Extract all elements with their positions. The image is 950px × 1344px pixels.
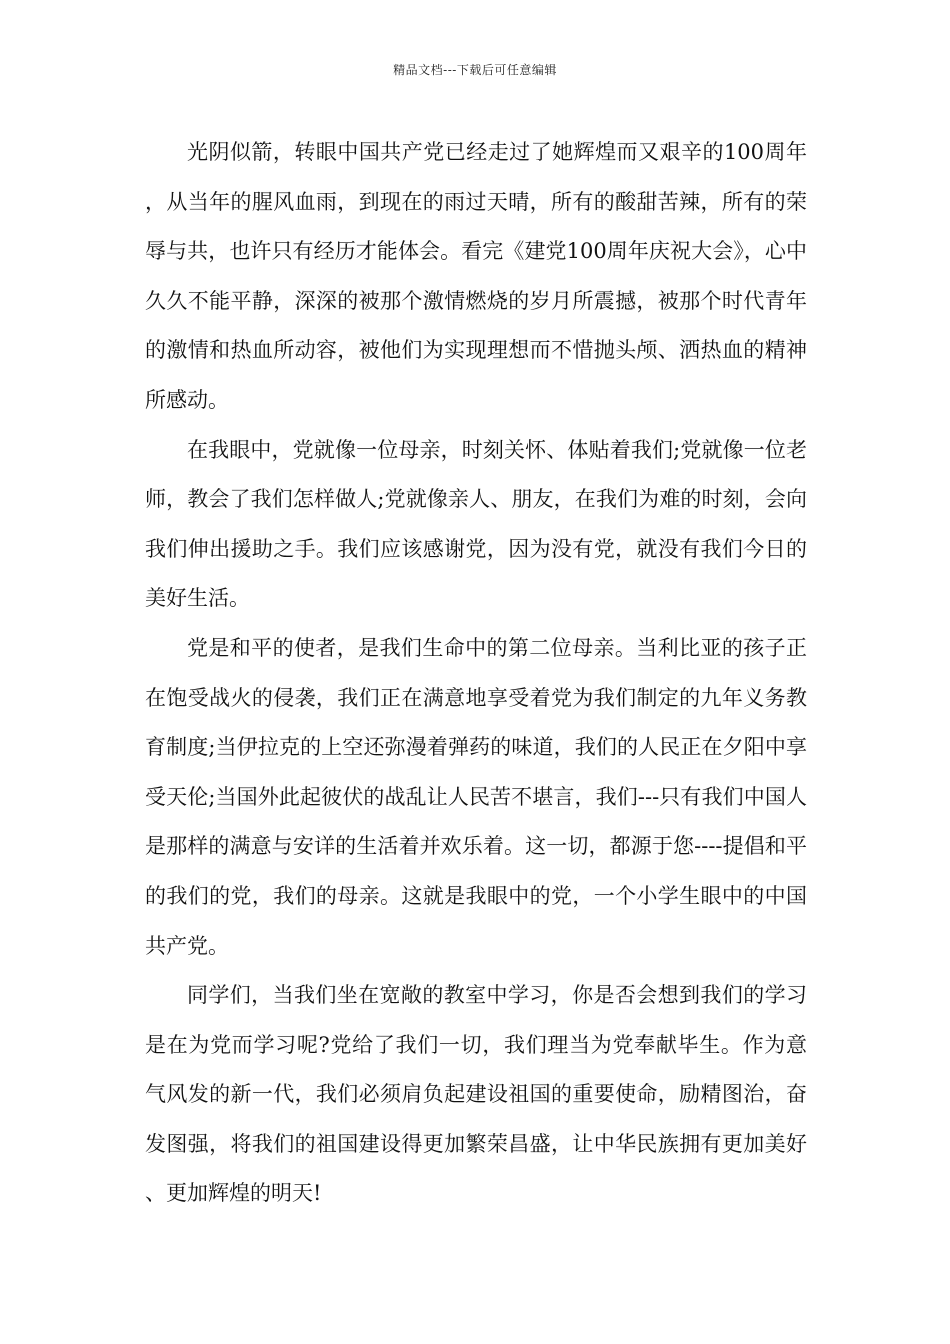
paragraph-4: 同学们，当我们坐在宽敞的教室中学习，你是否会想到我们的学习是在为党而学习呢?党给了我们一切，我们理当为党奉献毕生。作为意气风发的新一代，我们必须肩负起建设祖国的重要使命，励精图治，奋发图强，将我们的祖国建设得更加繁荣昌盛，让中华民族拥有更加美好、更加辉煌的明天!: [145, 983, 807, 1206]
paragraph-2: 在我眼中，党就像一位母亲，时刻关怀、体贴着我们;党就像一位老师，教会了我们怎样做人;党就像亲人、朋友，在我们为难的时刻，会向我们伸出援助之手。我们应该感谢党，因为没有党，就没有我们今日的美好生活。: [145, 437, 807, 611]
page-header: 精品文档---下载后可任意编辑: [393, 63, 557, 77]
paragraph-1: 光阴似箭，转眼中国共产党已经走过了她辉煌而又艰辛的100周年，从当年的腥风血雨，到现在的雨过天晴，所有的酸甜苦辣，所有的荣辱与共，也许只有经历才能体会。看完《建党100周年庆祝大会》，心中久久不能平静，深深的被那个激情燃烧的岁月所震撼，被那个时代青年的激情和热血所动容，被他们为实现理想而不惜抛头颅、洒热血的精神所感动。: [145, 140, 807, 412]
document-body: [145, 128, 807, 1219]
paragraph-3: 党是和平的使者，是我们生命中的第二位母亲。当利比亚的孩子正在饱受战火的侵袭，我们正在满意地享受着党为我们制定的九年义务教育制度;当伊拉克的上空还弥漫着弹药的味道，我们的人民正在夕阳中享受天伦;当国外此起彼伏的战乱让人民苦不堪言，我们---只有我们中国人是那样的满意与安详的生活着并欢乐着。这一切，都源于您----提倡和平的我们的党，我们的母亲。这就是我眼中的党，一个小学生眼中的中国共产党。: [145, 635, 807, 958]
